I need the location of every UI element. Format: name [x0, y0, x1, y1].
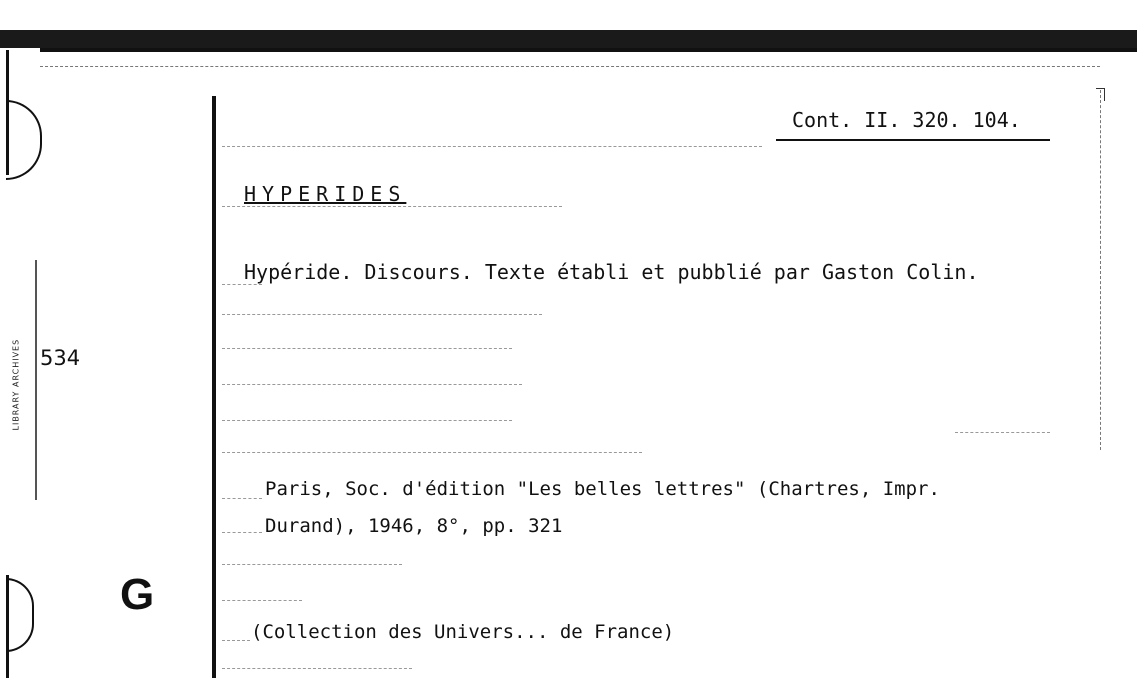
ruled-line: [222, 600, 302, 601]
card-top-edge: [0, 30, 1137, 48]
call-number-underline: [776, 139, 1050, 141]
ruled-line: [222, 532, 262, 533]
call-number: Cont. II. 320. 104.: [792, 108, 1021, 132]
right-margin-rule: [1100, 90, 1102, 450]
ruled-line: [222, 564, 402, 565]
shelf-number: 534: [40, 346, 81, 370]
ruled-line: [222, 206, 562, 207]
ruled-line: [222, 146, 762, 147]
ruled-line: [222, 284, 262, 285]
punch-hole-bottom: [6, 578, 34, 652]
ruled-line: [222, 384, 522, 385]
punch-hole-top: [6, 100, 42, 180]
ruled-line: [222, 498, 262, 499]
location-letter: G: [120, 570, 155, 619]
ruled-line: [222, 348, 512, 349]
ruled-line: [955, 432, 1050, 433]
ruled-line: [222, 452, 642, 453]
ruled-line: [222, 314, 542, 315]
card-top-dotted-line: [40, 66, 1100, 67]
ruled-line: [222, 640, 250, 641]
ruled-line: [222, 420, 512, 421]
card-heading: HYPERIDES: [244, 182, 407, 206]
imprint-line-1: Paris, Soc. d'édition "Les belles lettres" (Chartres, Impr.: [265, 478, 940, 500]
series-statement: (Collection des Univers... de France): [251, 621, 675, 643]
left-spine-middle: [35, 260, 37, 500]
title-statement: Hypéride. Discours. Texte établi et pubblié par Gaston Colin.: [244, 260, 979, 284]
imprint-line-2: Durand), 1946, 8°, pp. 321: [265, 515, 563, 537]
ruled-line: [222, 668, 412, 669]
right-corner-mark: [1096, 88, 1105, 101]
margin-rule: [212, 96, 216, 678]
vertical-stamp: LIBRARY ARCHIVES: [11, 338, 21, 431]
card-top-border: [40, 48, 1137, 52]
